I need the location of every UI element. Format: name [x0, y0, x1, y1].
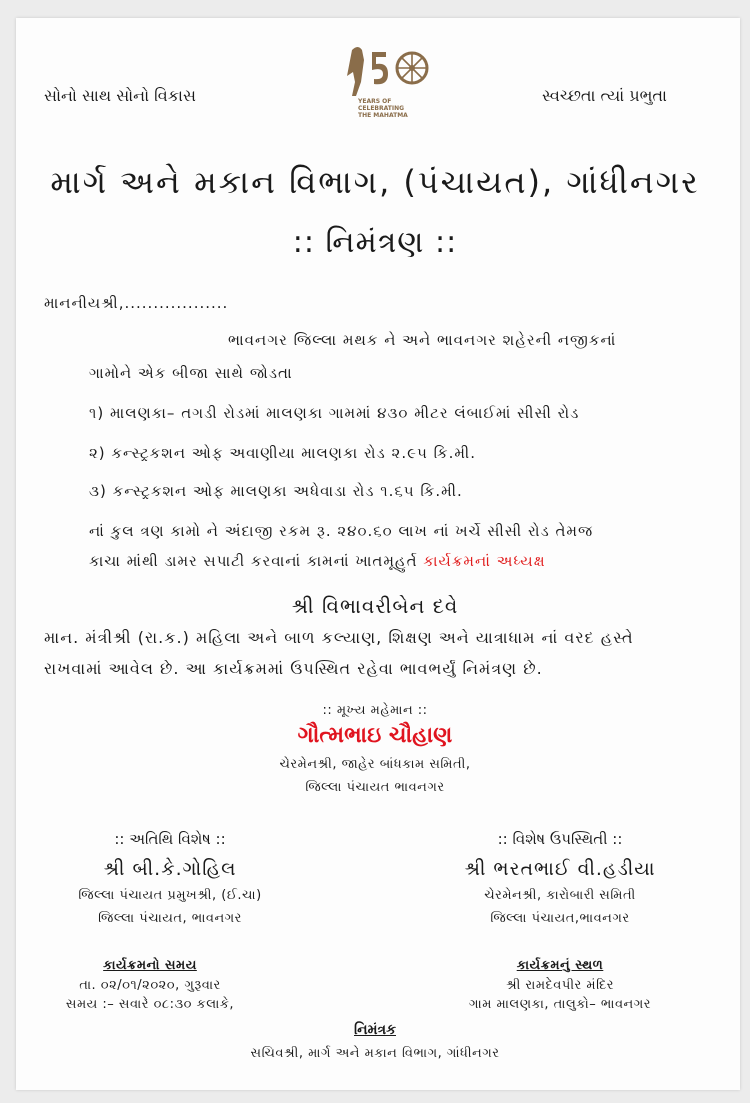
president-label: કાર્યક્રમનાં અધ્યક્ષ — [423, 552, 546, 570]
chief-guest-line-2: જિલ્લા પંચાયત ભાવનગર — [305, 780, 445, 795]
work-item-3: ૩) કન્સ્ટ્રકશન ઓફ માલણકા અધેવાડા રોડ ૧.૬૫ કિ.મી. — [89, 482, 463, 500]
president-line-1: માન. મંત્રીશ્રી (રા.ક.) મહિલા અને બાળ કલ્યાણ, શિક્ષણ અને યાત્રાધામ નાં વરદ હસ્તે — [44, 628, 634, 647]
guest-of-honour-line-1: જિલ્લા પંચાયત પ્રમુખશ્રી, (ઈ.ચા) — [78, 888, 262, 903]
gandhi-150-logo — [338, 42, 432, 118]
guest-of-honour-line-2: જિલ્લા પંચાયત, ભાવનગર — [98, 911, 242, 926]
chief-guest-line-1: ચેરમેનશ્રી, જાહેર બાંધકામ સમિતી, — [279, 757, 471, 772]
intro-line-1: ભાવનગર જિલ્લા મથક ને અને ભાવનગર શહેરની નજીકનાં — [228, 331, 617, 349]
summary-line-1: નાં કુલ ત્રણ કામો ને અંદાજી રકમ રૂ. ૨૪૦.૬૦ લાખ નાં ખર્ચે સીસી રોડ તેમજ — [89, 522, 594, 540]
special-presence-line-2: જિલ્લા પંચાયત,ભાવનગર — [490, 911, 630, 926]
inviter-line: સચિવશ્રી, માર્ગ અને મકાન વિભાગ, ગાંધીનગર — [250, 1046, 500, 1061]
special-presence-name: શ્રી ભરતભાઈ વી.હડીયા — [464, 858, 656, 880]
invitation-heading: :: નિમંત્રણ :: — [292, 225, 458, 260]
summary-line-2-text: કાચા માંથી ડામર સપાટી કરવાનાં કામનાં ખાતમૂહુર્ત — [89, 552, 418, 570]
program-time-heading: કાર્યક્રમનો સમય — [103, 958, 197, 973]
logo-line-3: THE MAHATMA — [358, 112, 408, 119]
president-line-2: રાખવામાં આવેલ છે. આ કાર્યક્રમમાં ઉપસ્થિત રહેવા ભાવભર્યું નિમંત્રણ છે. — [44, 659, 543, 678]
work-item-2: ૨) કન્સ્ટ્રકશન ઓફ અવાણીયા માલણકા રોડ ૨.૯૫ કિ.મી. — [89, 444, 476, 462]
logo-text — [358, 98, 408, 119]
department-title: માર્ગ અને મકાન વિભાગ, (પંચાયત), ગાંધીનગર — [50, 163, 700, 201]
program-time: સમય :– સવારે ૦૮:૩૦ કલાકે, — [65, 997, 235, 1012]
logo-line-2: CELEBRATING — [358, 105, 405, 112]
chief-guest-name: ગૌત્મભાઇ ચૌહાણ — [297, 723, 453, 748]
chief-guest-heading: :: મૂખ્ય મહેમાન :: — [322, 703, 428, 718]
program-venue-line-2: ગામ માલણકા, તાલુકો– ભાવનગર — [469, 997, 651, 1012]
program-venue-heading: કાર્યક્રમનું સ્થળ — [516, 958, 604, 973]
guest-of-honour-heading: :: અતિથિ વિશેષ :: — [114, 830, 226, 848]
inviter-heading: નિમંત્રક — [354, 1022, 396, 1038]
slogan-left: સોનો સાથ સોનો વિકાસ — [44, 86, 196, 105]
program-date: તા. ૦૨/૦૧/૨૦૨૦, ગુરૂવાર — [79, 978, 221, 993]
special-presence-line-1: ચેરમેનશ્રી, કારોબારી સમિતી — [484, 888, 636, 903]
president-name: શ્રી વિભાવરીબેન દવે — [291, 594, 459, 618]
work-item-1: ૧) માલણકા– તગડી રોડમાં માલણકા ગામમાં ૪૩૦ મીટર લંબાઈમાં સીસી રોડ — [89, 404, 580, 422]
intro-line-2: ગામોને એક બીજા સાથે જોડતા — [89, 364, 293, 382]
slogan-right: સ્વચ્છતા ત્યાં પ્રભુતા — [542, 86, 667, 105]
salutation: માનનીયશ્રી,.................. — [44, 294, 229, 312]
guest-of-honour-name: શ્રી બી.કે.ગોહિલ — [103, 858, 237, 880]
gandhi-150-logo-mark — [338, 42, 432, 102]
special-presence-heading: :: વિશેષ ઉપસ્થિતી :: — [497, 830, 623, 848]
logo-line-1: YEARS OF — [358, 98, 392, 105]
program-venue-line-1: શ્રી રામદેવપીર મંદિર — [505, 978, 614, 993]
summary-line-2 — [89, 552, 546, 570]
